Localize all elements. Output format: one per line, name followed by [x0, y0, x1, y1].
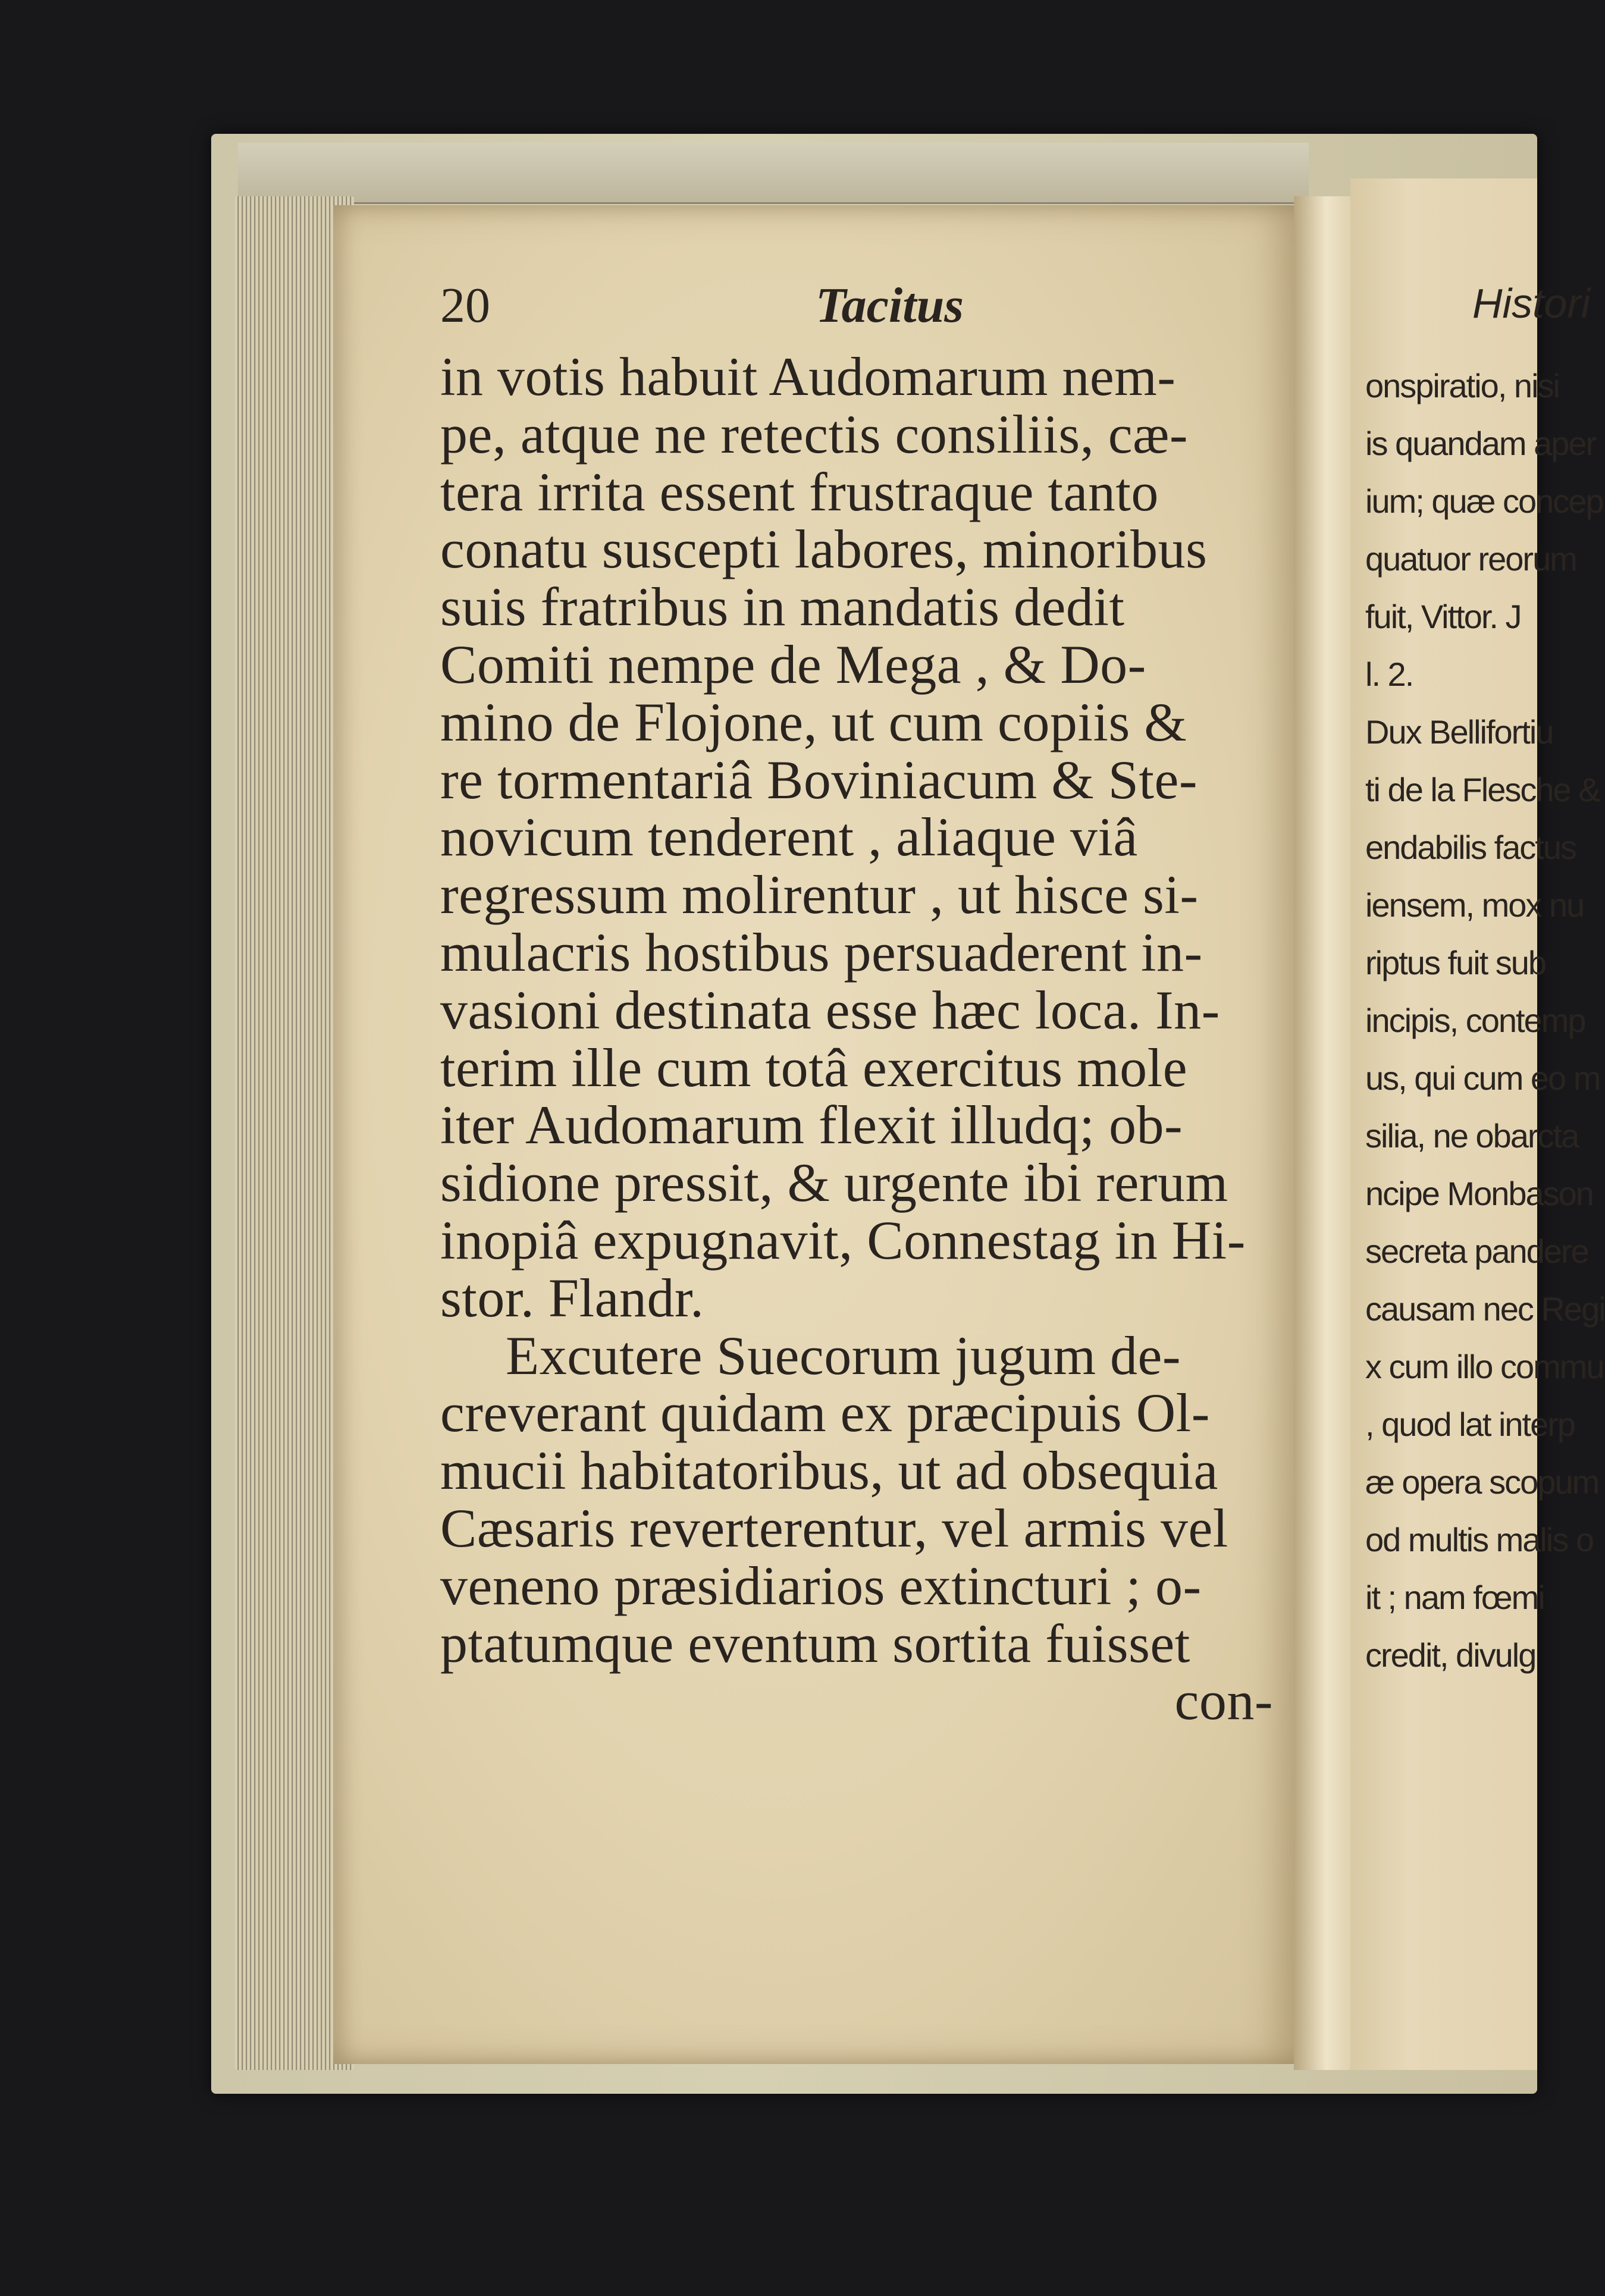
text-line: , quod lat interp: [1365, 1406, 1575, 1443]
text-line: incipis, contemp: [1365, 1002, 1585, 1039]
text-line: inopiâ expugnavit, Connestag in Hi-: [440, 1209, 1246, 1271]
text-line: quatuor reorum: [1365, 540, 1576, 578]
text-line: l. 2.: [1365, 655, 1413, 693]
text-line: suis fratribus in mandatis dedit: [440, 576, 1125, 638]
right-page-text: [1365, 280, 1605, 1684]
text-line: silia, ne obarcta: [1365, 1117, 1579, 1155]
text-line: mucii habitatoribus, ut ad obsequia: [440, 1440, 1218, 1501]
top-binding: [238, 143, 1309, 204]
text-line: conatu suscepti labores, minoribus: [440, 519, 1208, 580]
left-page-header: [440, 277, 1035, 348]
text-line: pe, atque ne retectis consiliis, cæ-: [440, 403, 1189, 465]
text-line: re tormentariâ Boviniacum & Ste-: [440, 749, 1198, 810]
text-line: Comiti nempe de Mega , & Do-: [440, 633, 1146, 695]
text-line: secreta pandere: [1365, 1232, 1588, 1270]
text-line: Cæsaris reverterentur, vel armis vel: [440, 1497, 1228, 1558]
text-line: ti de la Flesche &: [1365, 771, 1600, 808]
text-line: is quandam aper: [1365, 425, 1596, 462]
text-line: riptus fuit sub: [1365, 944, 1546, 981]
text-line: novicum tenderent , aliaque viâ: [440, 807, 1138, 868]
left-page-text: [440, 277, 1291, 1730]
text-line: veneno præsidiarios extincturi ; o-: [440, 1555, 1202, 1616]
text-line: x cum illo commu: [1365, 1348, 1604, 1385]
right-page-body: [1365, 357, 1605, 1684]
text-line: Excutere Suecorum jugum de-: [506, 1325, 1181, 1386]
text-line: us, qui cum eo m: [1365, 1059, 1600, 1097]
running-head: Tacitus: [816, 278, 964, 333]
text-line: iter Audomarum flexit illudq; ob-: [440, 1094, 1183, 1156]
text-line: ptatumque eventum sortita fuisset: [440, 1613, 1190, 1674]
right-running-head: Histori: [1472, 280, 1591, 327]
text-line: terim ille cum totâ exercitus mole: [440, 1037, 1188, 1098]
text-line: vasioni destinata esse hæc loca. In-: [440, 979, 1220, 1040]
text-line: stor. Flandr.: [440, 1267, 704, 1328]
text-line: ium; quæ concep: [1365, 482, 1603, 520]
text-line: credit, divulg: [1365, 1636, 1536, 1674]
text-line: endabilis factus: [1365, 829, 1576, 866]
text-line: Dux Bellifortiu: [1365, 713, 1553, 751]
left-page-body: [440, 348, 1291, 1672]
text-line: fuit, Vittor. J: [1365, 598, 1521, 635]
text-line: ncipe Monbason: [1365, 1175, 1593, 1212]
text-line: causam nec Regi: [1365, 1290, 1605, 1328]
text-line: it ; nam fœmi: [1365, 1579, 1544, 1616]
catchword: con-: [1174, 1670, 1273, 1732]
text-line: regressum molirentur , ut hisce si-: [440, 864, 1199, 926]
page-number: 20: [440, 278, 490, 333]
text-line: mino de Flojone, ut cum copiis &: [440, 691, 1187, 752]
text-line: onspiratio, nisi: [1365, 367, 1559, 404]
text-line: od multis malis o: [1365, 1521, 1594, 1558]
text-line: creverant quidam ex præcipuis Ol-: [440, 1382, 1210, 1444]
text-line: in votis habuit Audomarum nem-: [440, 346, 1176, 407]
text-line: æ opera scopum: [1365, 1463, 1599, 1501]
text-line: tera irrita essent frustraque tanto: [440, 461, 1159, 522]
text-line: iensem, mox nu: [1365, 886, 1584, 924]
text-line: sidione pressit, & urgente ibi rerum: [440, 1152, 1228, 1213]
text-line: mulacris hostibus persuaderent in-: [440, 921, 1203, 983]
